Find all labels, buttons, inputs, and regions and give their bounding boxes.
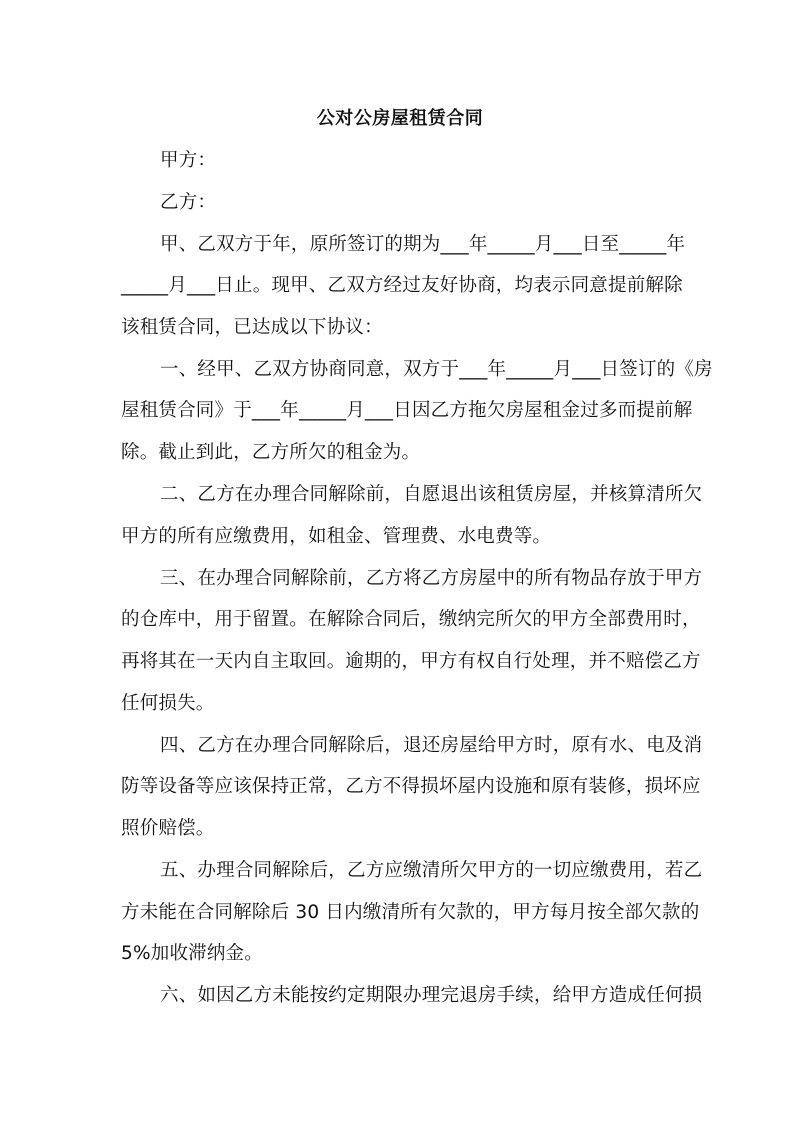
paragraph-line: 照价赔偿。 [121,818,215,839]
paragraph-line: 三、在办理合同解除前，乙方将乙方房屋中的所有物品存放于甲方 [160,568,703,589]
paragraph-line: 甲、乙双方于年，原所签订的期为___年_____月___日至_____年 [160,234,686,255]
document-title: 公对公房屋租赁合同 [316,108,484,129]
paragraph-line: 除。截止到此，乙方所欠的租金为。 [121,442,421,463]
paragraph-line: 六、如因乙方未能按约定期限办理完退房手续，给甲方造成任何损 [160,985,703,1006]
paragraph-line: 再将其在一天内自主取回。逾期的，甲方有权自行处理，并不赔偿乙方 [121,651,701,672]
paragraph-line: 的仓库中，用于留置。在解除合同后，缴纳完所欠的甲方全部费用时， [121,609,701,630]
paragraph-line: 二、乙方在办理合同解除前，自愿退出该租赁房屋，并核算清所欠 [160,484,703,505]
paragraph-line: 5%加收滞纳金。 [121,943,263,964]
paragraph-line: 五、办理合同解除后，乙方应缴清所欠甲方的一切应缴费用，若乙 [160,860,703,881]
paragraph-line: _____月___日止。现甲、乙双方经过友好协商，均表示同意提前解除 [121,275,683,296]
paragraph-line: 防等设备等应该保持正常，乙方不得损坏屋内设施和原有装修，损坏应 [121,776,701,797]
paragraph-line: 甲方的所有应缴费用，如租金、管理费、水电费等。 [121,526,552,547]
party-b-label: 乙方： [160,192,217,213]
paragraph-line: 一、经甲、乙双方协商同意，双方于___年_____月___日签订的《房 [160,359,713,380]
paragraph-line: 方未能在合同解除后 30 日内缴清所有欠款的，甲方每月按全部欠款的 [121,902,700,923]
paragraph-line: 该租赁合同，已达成以下协议： [121,317,383,338]
paragraph-line: 任何损失。 [121,693,215,714]
party-a-label: 甲方： [160,150,217,171]
paragraph-line: 屋租赁合同》于___年_____月___日因乙方拖欠房屋租金过多而提前解 [121,400,693,421]
paragraph-line: 四、乙方在办理合同解除后，退还房屋给甲方时，原有水、电及消 [160,735,703,756]
